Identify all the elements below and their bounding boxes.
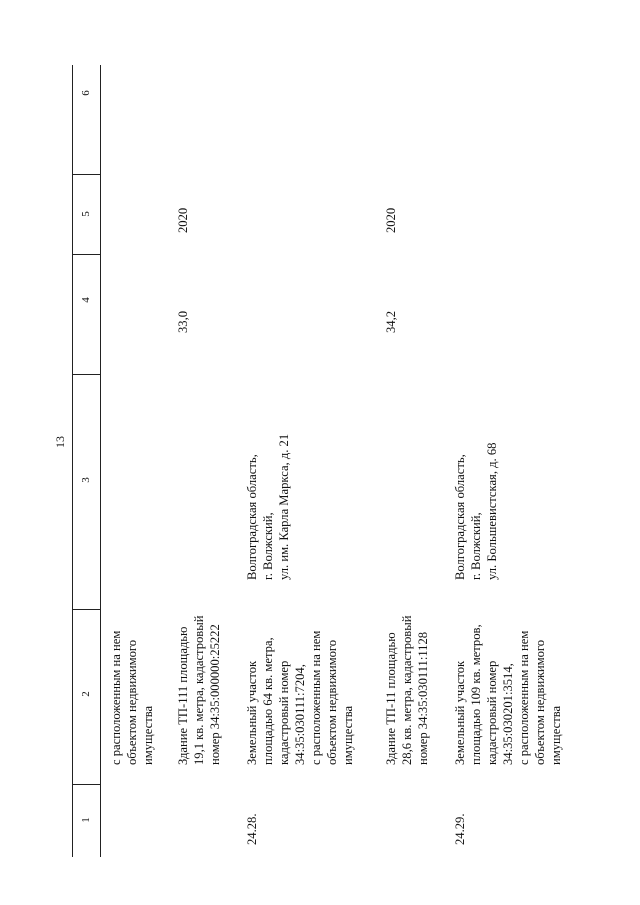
table-top-rule <box>72 65 73 857</box>
row-2-number: 24.28. <box>245 813 259 845</box>
row-2-name: Земельный участок площадью 64 кв. метра, кадастровый номер 34:35:030111:7204, с расположенным на нем объектом недвижимого имущества <box>245 630 355 765</box>
row-3-name: Здание ТП-11 площадью 28,6 кв. метра, кадастровый номер 34:35:030111:1128 <box>384 615 430 765</box>
col-sep-5 <box>72 174 100 175</box>
col-header-3: 3 <box>80 477 92 483</box>
col-header-4: 4 <box>80 297 92 303</box>
row-0-name: с расположенным на нем объектом недвижимого имущества <box>109 630 155 765</box>
row-4-address: Волгоградская область, г. Волжский, ул. Большевистская, д. 68 <box>453 442 499 580</box>
row-1-name: Здание ТП-111 площадью 19,1 кв. метра, кадастровый номер 34:35:000000:25222 <box>176 615 222 765</box>
col-header-2: 2 <box>80 691 92 697</box>
table-header-rule <box>100 65 101 857</box>
col-sep-2 <box>72 609 100 610</box>
col-sep-3 <box>72 374 100 375</box>
page-number: 13 <box>53 436 67 448</box>
row-4-name: Земельный участок площадью 109 кв. метров, кадастровый номер 34:35:030201:3514, с расположенным на нем объектом недвижимого имущества <box>453 624 563 765</box>
row-3-area: 34,2 <box>384 310 398 333</box>
col-header-6: 6 <box>80 90 92 96</box>
row-1-year: 2020 <box>176 207 190 233</box>
col-header-5: 5 <box>80 211 92 217</box>
row-1-area: 33,0 <box>176 310 190 333</box>
col-header-1: 1 <box>80 817 92 823</box>
row-4-number: 24.29. <box>453 813 467 845</box>
row-3-year: 2020 <box>384 207 398 233</box>
col-sep-4 <box>72 254 100 255</box>
col-sep-1 <box>72 784 100 785</box>
row-2-address: Волгоградская область, г. Волжский, ул. им. Карла Маркса, д. 21 <box>245 433 291 580</box>
